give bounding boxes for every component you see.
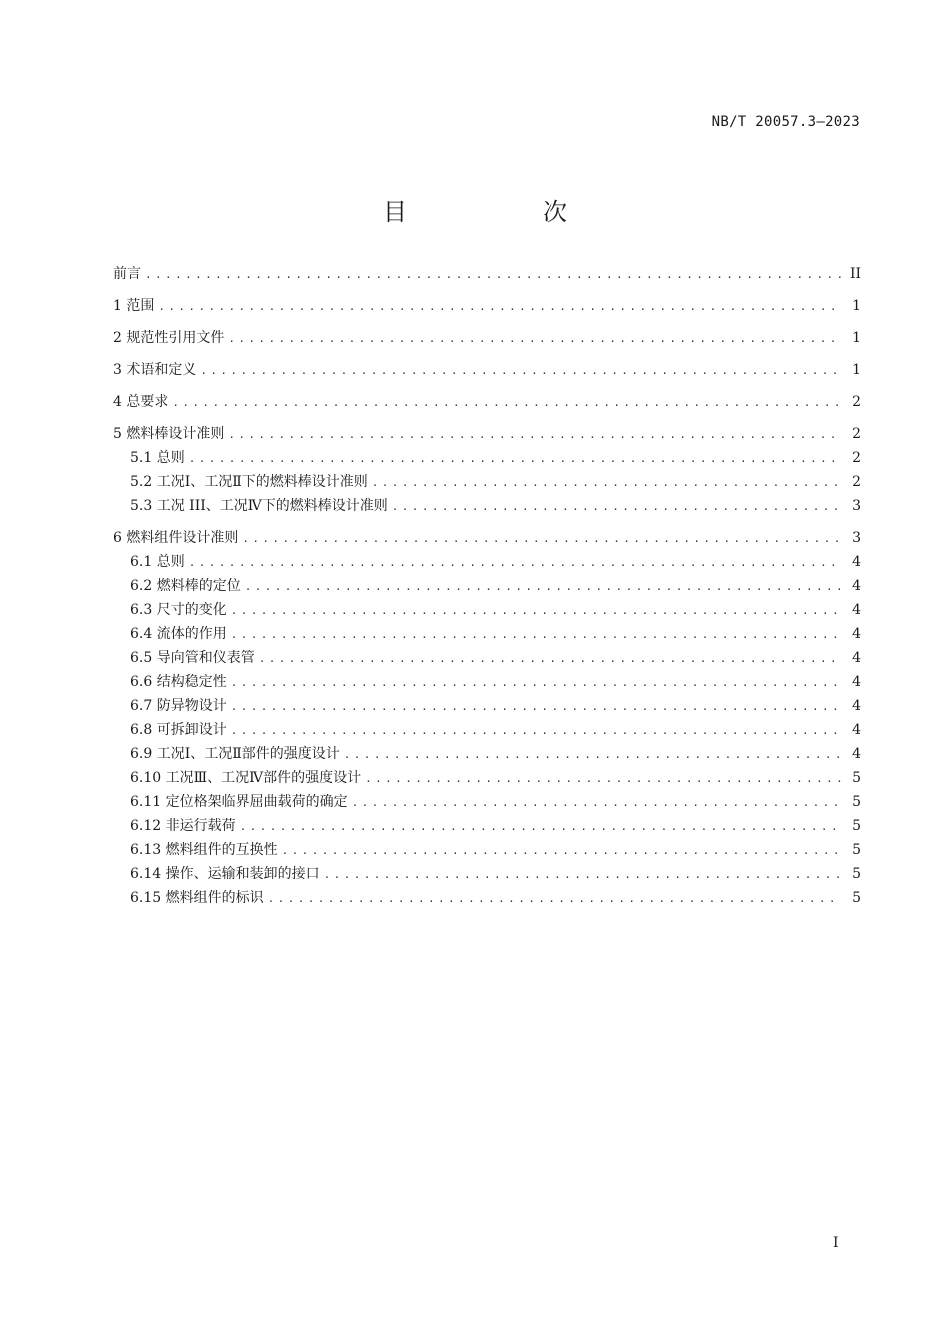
dot-leader bbox=[231, 719, 841, 743]
toc-entry-label: 3 术语和定义 bbox=[113, 362, 197, 378]
toc-entry-page: 5 bbox=[852, 770, 861, 786]
toc-subentry[interactable] bbox=[113, 766, 861, 790]
toc-entry-page: 5 bbox=[852, 890, 861, 906]
dot-leader bbox=[145, 263, 841, 287]
toc-entry-label: 6.8 可拆卸设计 bbox=[130, 722, 227, 738]
dot-leader bbox=[392, 495, 841, 519]
toc-subentry[interactable] bbox=[113, 470, 861, 494]
toc-subentry[interactable] bbox=[113, 646, 861, 670]
dot-leader bbox=[228, 423, 841, 447]
dot-leader bbox=[344, 743, 841, 767]
toc-entry-page: 1 bbox=[852, 330, 861, 346]
toc-entry-label: 2 规范性引用文件 bbox=[113, 330, 225, 346]
toc-subentry[interactable] bbox=[113, 790, 861, 814]
dot-leader bbox=[228, 327, 841, 351]
dot-leader bbox=[282, 839, 841, 863]
toc-subentry[interactable] bbox=[113, 574, 861, 598]
toc-entry-page: 3 bbox=[852, 498, 861, 514]
toc-entry-page: 5 bbox=[852, 842, 861, 858]
toc-entry[interactable] bbox=[113, 326, 861, 350]
dot-leader bbox=[365, 767, 841, 791]
dot-leader bbox=[245, 575, 841, 599]
dot-leader bbox=[372, 471, 841, 495]
toc-entry-label: 6.12 非运行载荷 bbox=[130, 818, 236, 834]
dot-leader bbox=[231, 695, 841, 719]
toc-entry-page: 1 bbox=[852, 362, 861, 378]
dot-leader bbox=[200, 359, 841, 383]
toc-entry-page: 1 bbox=[852, 298, 861, 314]
page-number: I bbox=[833, 1235, 839, 1251]
toc-entry-label: 5.2 工况Ⅰ、工况Ⅱ下的燃料棒设计准则 bbox=[130, 474, 368, 490]
table-of-contents bbox=[113, 262, 861, 910]
toc-entry-label: 6.1 总则 bbox=[130, 554, 185, 570]
standard-code: NB/T 20057.3—2023 bbox=[711, 114, 860, 130]
toc-entry-page: 4 bbox=[852, 578, 861, 594]
toc-title: 目 次 bbox=[383, 198, 623, 226]
toc-entry-page: 4 bbox=[852, 698, 861, 714]
toc-entry-page: 3 bbox=[852, 530, 861, 546]
toc-entry-label: 6.15 燃料组件的标识 bbox=[130, 890, 264, 906]
toc-entry[interactable] bbox=[113, 262, 861, 286]
toc-entry-page: 4 bbox=[852, 746, 861, 762]
toc-entry-page: 5 bbox=[852, 818, 861, 834]
toc-subentry[interactable] bbox=[113, 742, 861, 766]
toc-subentry[interactable] bbox=[113, 598, 861, 622]
toc-subentry[interactable] bbox=[113, 670, 861, 694]
toc-entry[interactable] bbox=[113, 526, 861, 550]
toc-entry-label: 1 范围 bbox=[113, 298, 155, 314]
toc-subentry[interactable] bbox=[113, 446, 861, 470]
toc-subentry[interactable] bbox=[113, 494, 861, 518]
toc-entry-label: 6.7 防异物设计 bbox=[130, 698, 227, 714]
toc-entry[interactable] bbox=[113, 390, 861, 414]
toc-entry-page: 4 bbox=[852, 554, 861, 570]
dot-leader bbox=[268, 887, 841, 911]
toc-entry-label: 6.4 流体的作用 bbox=[130, 626, 227, 642]
toc-entry-page: 4 bbox=[852, 674, 861, 690]
toc-subentry[interactable] bbox=[113, 718, 861, 742]
toc-entry-label: 5.3 工况 III、工况Ⅳ下的燃料棒设计准则 bbox=[130, 498, 388, 514]
dot-leader bbox=[158, 295, 841, 319]
dot-leader bbox=[231, 599, 841, 623]
dot-leader bbox=[231, 671, 841, 695]
dot-leader bbox=[259, 647, 841, 671]
toc-entry-label: 6.13 燃料组件的互换性 bbox=[130, 842, 278, 858]
toc-entry-label: 6.3 尺寸的变化 bbox=[130, 602, 227, 618]
toc-entry-label: 6.5 导向管和仪表管 bbox=[130, 650, 255, 666]
toc-entry-label: 6.10 工况Ⅲ、工况Ⅳ部件的强度设计 bbox=[130, 770, 362, 786]
toc-entry-page: 4 bbox=[852, 626, 861, 642]
toc-entry-label: 6.14 操作、运输和装卸的接口 bbox=[130, 866, 320, 882]
toc-entry-page: 5 bbox=[852, 866, 861, 882]
toc-entry-page: 4 bbox=[852, 602, 861, 618]
toc-entry-label: 6.2 燃料棒的定位 bbox=[130, 578, 241, 594]
dot-leader bbox=[240, 815, 841, 839]
toc-entry-page: 4 bbox=[852, 650, 861, 666]
dot-leader bbox=[172, 391, 841, 415]
dot-leader bbox=[242, 527, 841, 551]
toc-entry-label: 6 燃料组件设计准则 bbox=[113, 530, 239, 546]
dot-leader bbox=[189, 447, 841, 471]
toc-subentry[interactable] bbox=[113, 550, 861, 574]
toc-entry[interactable] bbox=[113, 422, 861, 446]
dot-leader bbox=[189, 551, 841, 575]
toc-entry-page: II bbox=[849, 266, 861, 282]
toc-entry-label: 6.9 工况Ⅰ、工况Ⅱ部件的强度设计 bbox=[130, 746, 340, 762]
toc-subentry[interactable] bbox=[113, 838, 861, 862]
toc-entry-page: 5 bbox=[852, 794, 861, 810]
toc-entry-page: 2 bbox=[852, 394, 861, 410]
toc-entry[interactable] bbox=[113, 358, 861, 382]
toc-entry-label: 前言 bbox=[113, 266, 141, 282]
toc-subentry[interactable] bbox=[113, 862, 861, 886]
dot-leader bbox=[231, 623, 841, 647]
toc-subentry[interactable] bbox=[113, 886, 861, 910]
toc-entry-label: 6.6 结构稳定性 bbox=[130, 674, 227, 690]
toc-subentry[interactable] bbox=[113, 622, 861, 646]
toc-entry-label: 5.1 总则 bbox=[130, 450, 185, 466]
toc-entry-page: 4 bbox=[852, 722, 861, 738]
toc-entry[interactable] bbox=[113, 294, 861, 318]
toc-entry-page: 2 bbox=[852, 474, 861, 490]
toc-entry-label: 4 总要求 bbox=[113, 394, 169, 410]
toc-subentry[interactable] bbox=[113, 814, 861, 838]
toc-entry-page: 2 bbox=[852, 426, 861, 442]
toc-subentry[interactable] bbox=[113, 694, 861, 718]
toc-entry-label: 6.11 定位格架临界屈曲载荷的确定 bbox=[130, 794, 348, 810]
toc-entry-page: 2 bbox=[852, 450, 861, 466]
dot-leader bbox=[352, 791, 841, 815]
toc-entry-label: 5 燃料棒设计准则 bbox=[113, 426, 225, 442]
dot-leader bbox=[324, 863, 841, 887]
